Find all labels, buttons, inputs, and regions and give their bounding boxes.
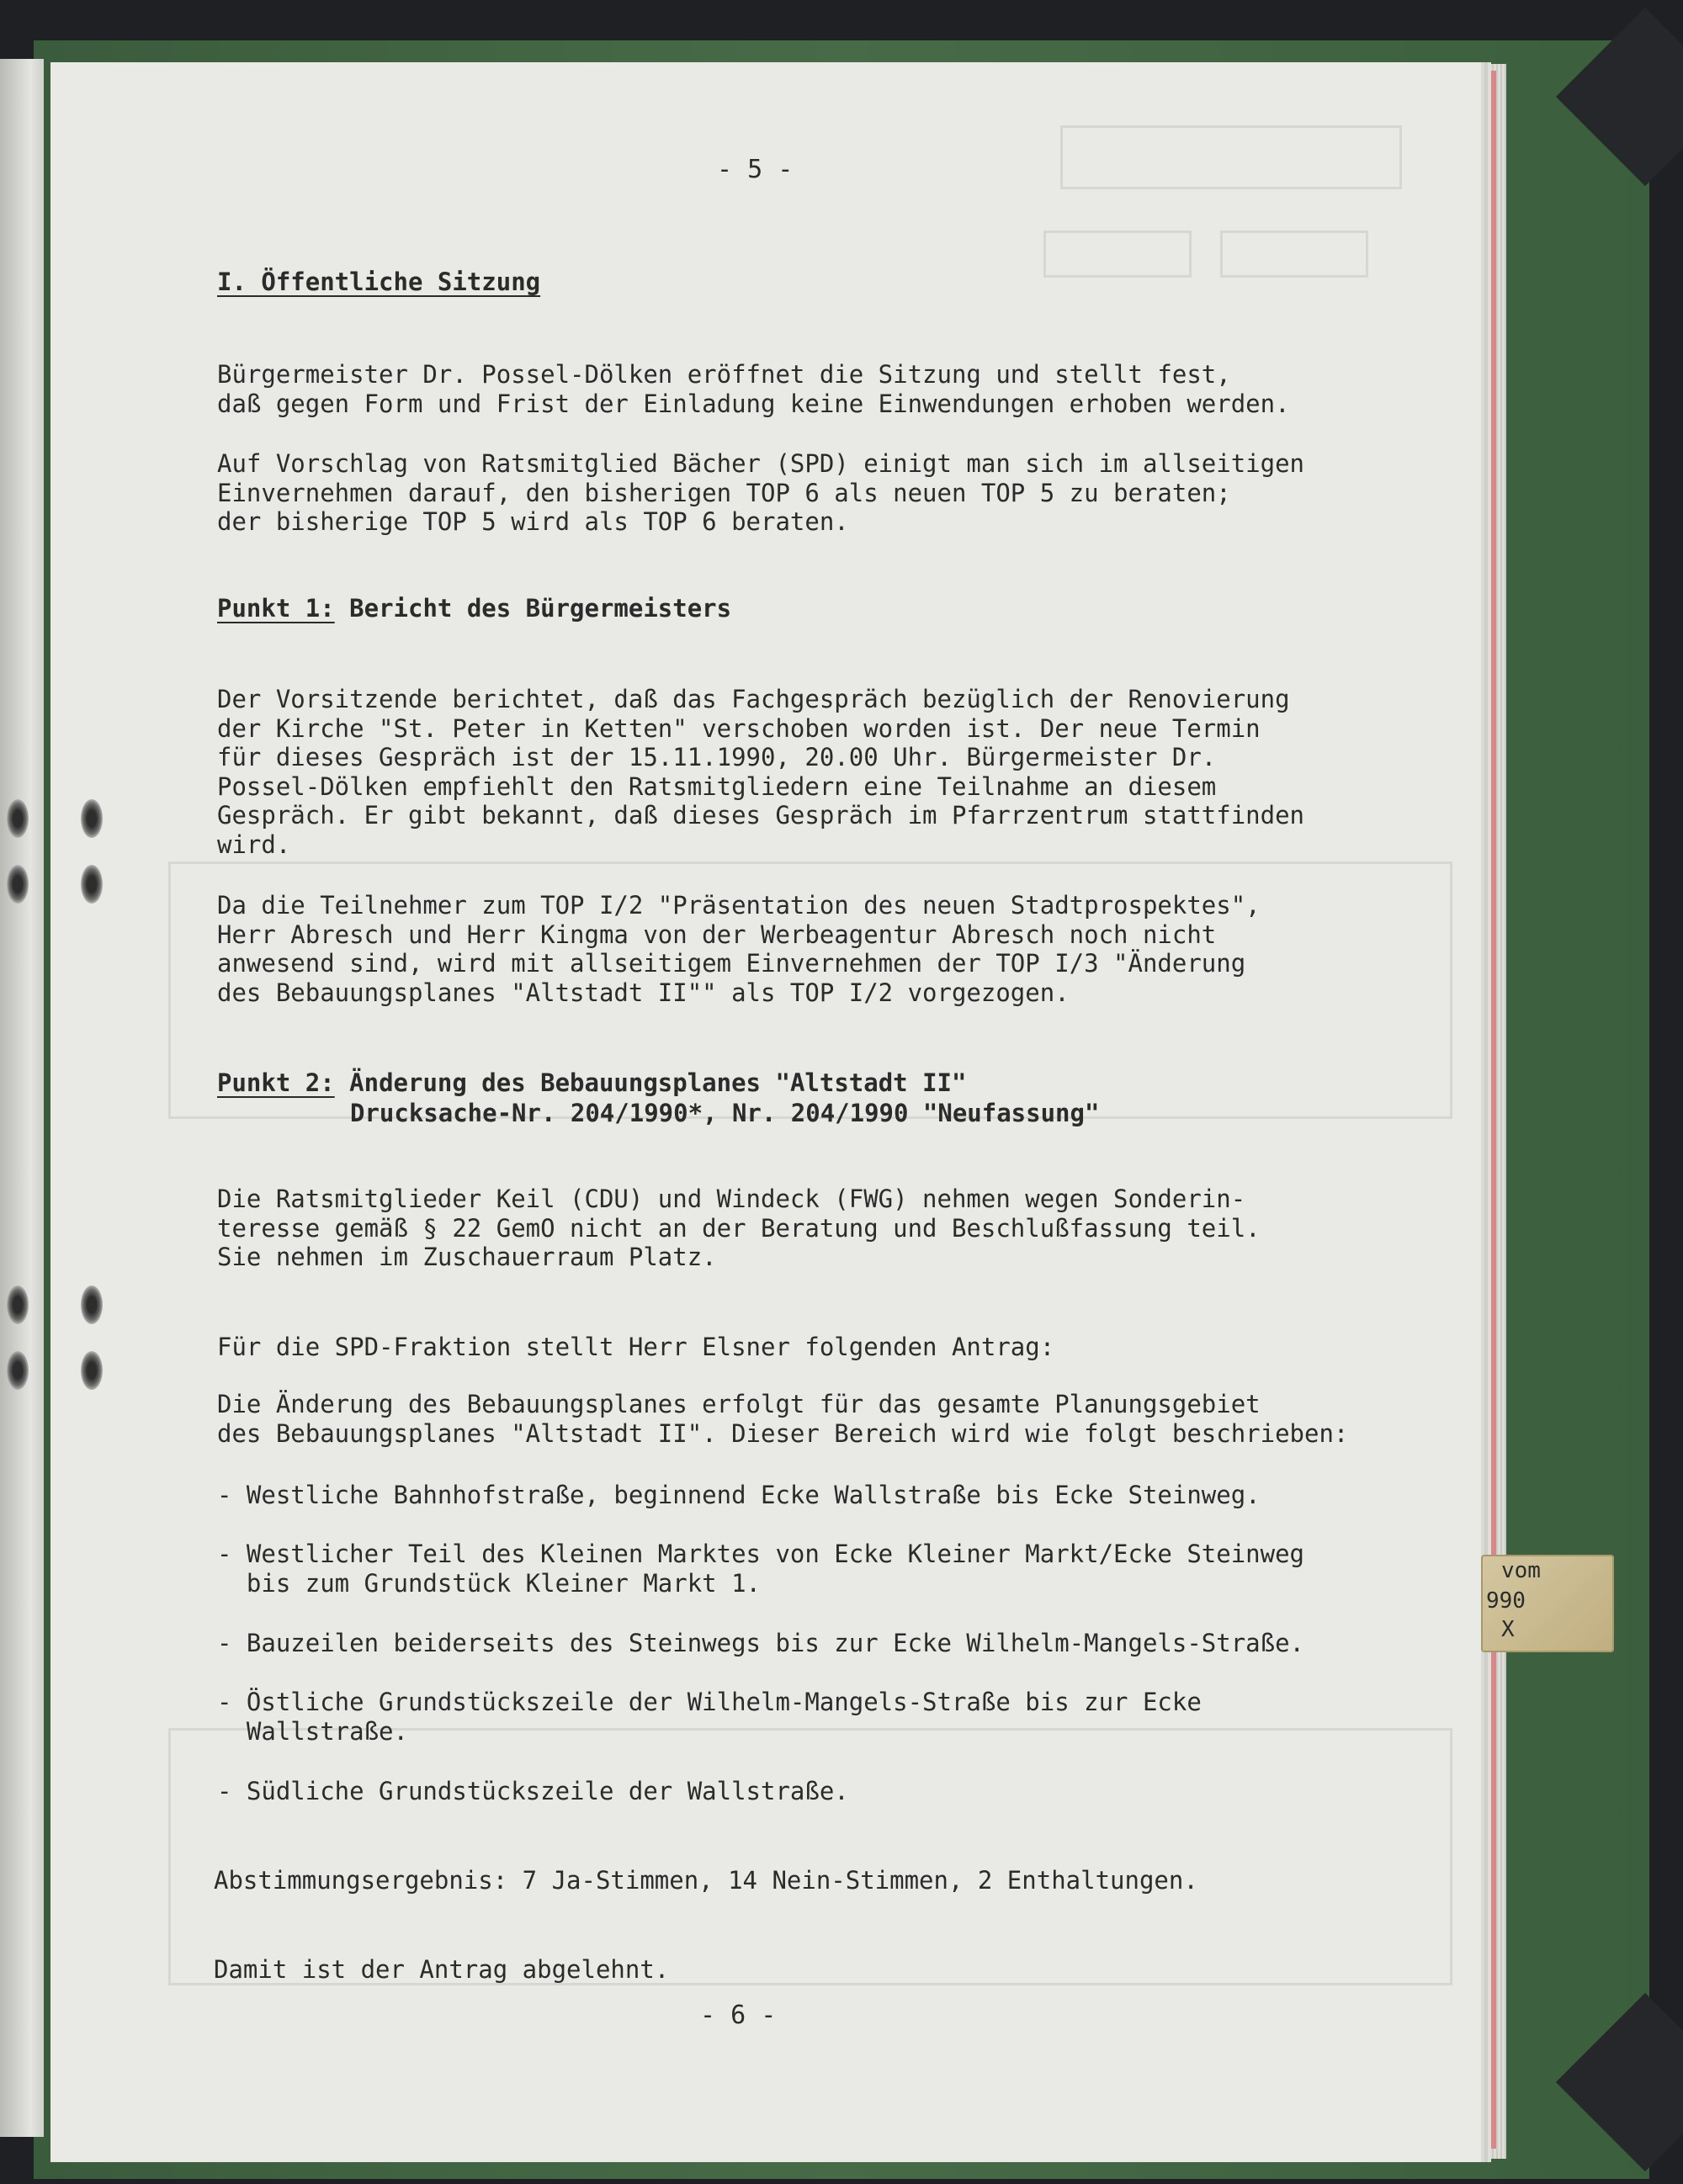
punkt2-heading — [217, 1068, 966, 1098]
list-item: - Bauzeilen beiderseits des Steinwegs bis zur Ecke Wilhelm-Mangels-Straße. — [217, 1629, 1305, 1657]
conclusion: Damit ist der Antrag abgelehnt. — [214, 1955, 670, 1984]
sticker-line: vom — [1501, 1558, 1541, 1583]
punkt1-heading — [217, 594, 731, 623]
sticker-line: 990 — [1486, 1588, 1526, 1614]
punkt1-paragraph-2: Da die Teilnehmer zum TOP I/2 "Präsentation des neuen Stadtprospektes", Herr Abresch und Herr Kingma von der Werbeagentur Abresch noch nicht anwesend sind, wird mit allseitigem Einvernehmen der TOP I/3 "Änderung des Bebauungsplanes "Altstadt II"" als TOP I/2 vorgezogen. — [217, 891, 1261, 1007]
bleed-through-box — [1060, 125, 1402, 189]
punch-hole — [81, 1351, 103, 1390]
paragraph-agenda-swap: Auf Vorschlag von Ratsmitglied Bächer (SPD) einigt man sich im allseitigen Einvernehmen darauf, den bisherigen TOP 6 als neuen TOP 5 zu beraten; der bisherige TOP 5 wird als TOP 6 beraten. — [217, 449, 1305, 536]
punkt1-label: Punkt 1: — [217, 594, 335, 623]
list-item: - Östliche Grundstückszeile der Wilhelm-Mangels-Straße bis zur Ecke Wallstraße. — [217, 1688, 1202, 1746]
punkt2-paragraph-3: Die Änderung des Bebauungsplanes erfolgt für das gesamte Planungsgebiet des Bebauungsplanes "Altstadt II". Dieser Bereich wird wie folgt beschrieben: — [217, 1390, 1349, 1448]
punkt1-paragraph-1: Der Vorsitzende berichtet, daß das Fachgespräch bezüglich der Renovierung der Kirche "St. Peter in Ketten" verschoben worden ist. Der neue Termin für dieses Gespräch ist der 15.11.1990, 20.00 Uhr. Bürgermeister Dr. Possel-Dölken empfiehlt den Ratsmitgliedern eine Teilnahme an diesem Gespräch. Er gibt bekannt, daß dieses Gespräch im Pfarrzentrum stattfinden wird. — [217, 685, 1305, 859]
list-item: - Südliche Grundstückszeile der Wallstraße. — [217, 1777, 849, 1805]
page-number-top: - 5 - — [717, 155, 794, 184]
punch-hole — [81, 865, 103, 904]
punkt2-title-line2: Drucksache-Nr. 204/1990*, Nr. 204/1990 "Neufassung" — [350, 1099, 1100, 1127]
section-title: I. Öffentliche Sitzung — [217, 268, 541, 296]
punch-hole — [7, 1285, 29, 1324]
red-page-edge — [1491, 71, 1496, 2149]
paragraph-opening: Bürgermeister Dr. Possel-Dölken eröffnet die Sitzung und stellt fest, daß gegen Form und Frist der Einladung keine Einwendungen erhoben werden. — [217, 360, 1290, 418]
punkt1-title: Bericht des Bürgermeisters — [349, 594, 732, 623]
punkt2-paragraph-2: Für die SPD-Fraktion stellt Herr Elsner folgenden Antrag: — [217, 1333, 1055, 1361]
list-item: - Westliche Bahnhofstraße, beginnend Ecke Wallstraße bis Ecke Steinweg. — [217, 1481, 1261, 1509]
page-number-bottom: - 6 - — [700, 2001, 777, 2030]
sticker-line: X — [1501, 1617, 1515, 1642]
vote-result: Abstimmungsergebnis: 7 Ja-Stimmen, 14 Nein-Stimmen, 2 Enthaltungen. — [214, 1866, 1198, 1895]
bleed-through-box — [1043, 231, 1192, 278]
punch-hole — [7, 865, 29, 904]
punkt2-label: Punkt 2: — [217, 1068, 335, 1097]
punkt2-paragraph-1: Die Ratsmitglieder Keil (CDU) und Windeck (FWG) nehmen wegen Sonderin- teresse gemäß § 22 GemO nicht an der Beratung und Beschlußfassung teil. Sie nehmen im Zuschauerraum Platz. — [217, 1185, 1261, 1271]
punch-hole — [81, 1285, 103, 1324]
bleed-through-box — [1220, 231, 1368, 278]
list-item: - Westlicher Teil des Kleinen Marktes von Ecke Kleiner Markt/Ecke Steinweg bis zum Grundstück Kleiner Markt 1. — [217, 1540, 1305, 1598]
bleed-through-box — [168, 1728, 1452, 1985]
punch-hole — [7, 1351, 29, 1390]
facing-page-edge — [0, 59, 44, 2137]
punch-hole — [81, 799, 103, 838]
punch-hole — [7, 799, 29, 838]
punkt2-title-line1: Änderung des Bebauungsplanes "Altstadt II" — [349, 1068, 967, 1097]
